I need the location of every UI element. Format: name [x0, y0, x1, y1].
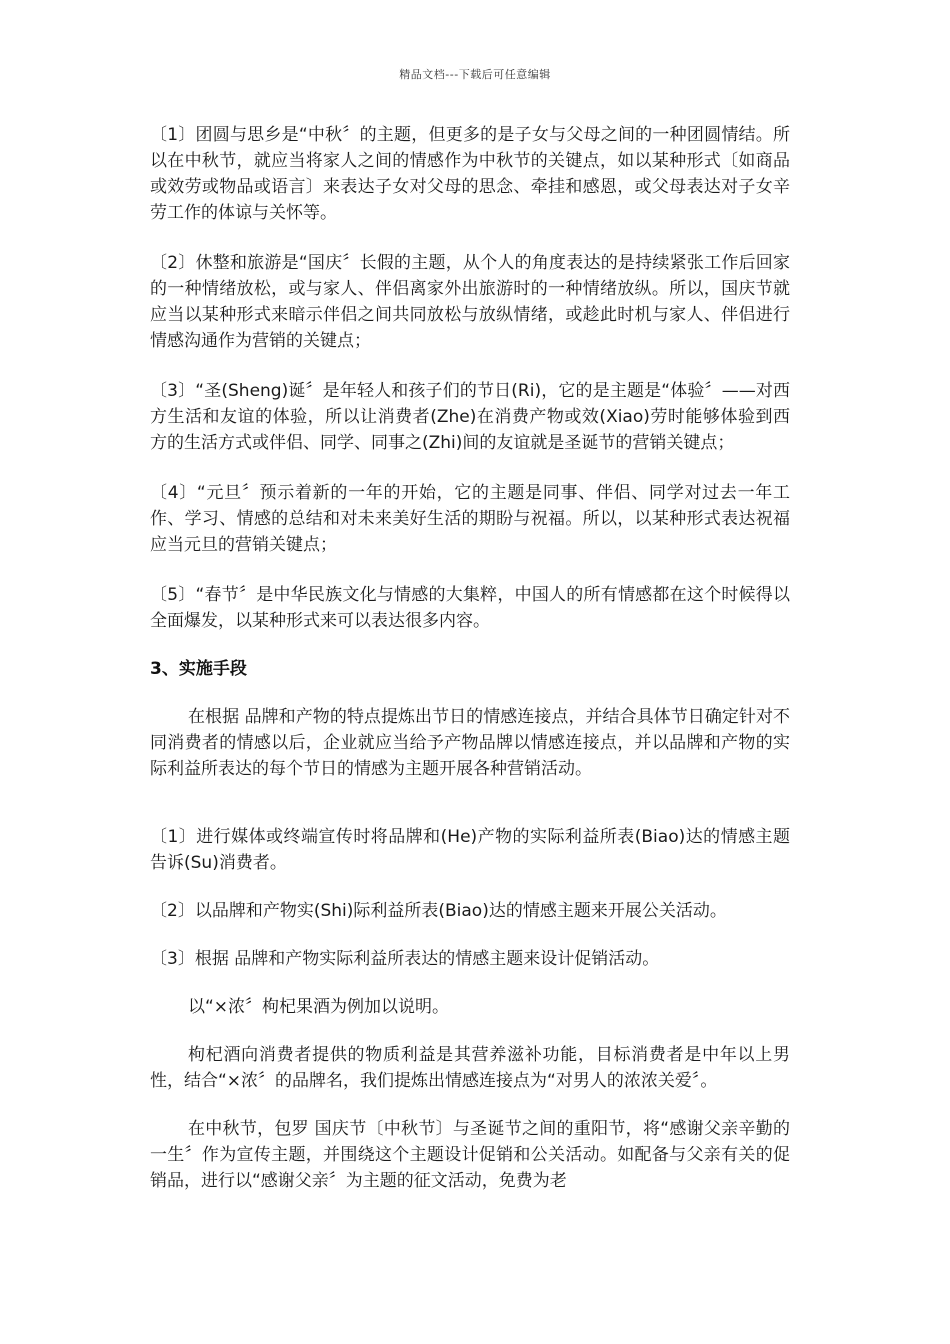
paragraph-implementation: 在根据 品牌和产物的特点提炼出节日的情感连接点，并结合具体节日确定针对不同消费者的情感以后，企业就应当给予产物品牌以情感连接点，并以品牌和产物的实际利益所表达的每个节日的情感为主题开展各种营销活动。	[150, 707, 790, 779]
paragraph-new-year: 〔4〕“元旦〞预示着新的一年的开始，它的主题是同事、伴侣、同学对过去一年工作、学习、情感的总结和对未来美好生活的期盼与祝福。所以，以某种形式表达祝福应当元旦的营销关键点；	[150, 483, 790, 555]
document-body	[150, 122, 790, 1194]
paragraph-example-intro: 以“×浓〞枸杞果酒为例加以说明。	[188, 997, 450, 1017]
paragraph-step-3: 〔3〕根据 品牌和产物实际利益所表达的情感主题来设计促销活动。	[150, 949, 660, 969]
paragraph-mid-autumn-campaign: 在中秋节，包罗 国庆节〔中秋节〕与圣诞节之间的重阳节，将“感谢父亲辛勤的一生〞作为宣传主题，并围绕这个主题设计促销和公关活动。如配备与父亲有关的促销品，进行以“感谢父亲〞为主题的征文活动，免费为老	[150, 1119, 790, 1191]
page-header: 精品文档---下载后可任意编辑	[399, 68, 551, 81]
section-heading-3: 3、实施手段	[150, 659, 247, 679]
paragraph-wolfberry-wine: 枸杞酒向消费者提供的物质利益是其营养滋补功能，目标消费者是中年以上男性，结合“×浓〞的品牌名，我们提炼出情感连接点为“对男人的浓浓关爱〞。	[150, 1045, 790, 1091]
paragraph-step-2: 〔2〕以品牌和产物实(Shi)际利益所表(Biao)达的情感主题来开展公关活动。	[150, 901, 727, 921]
paragraph-mid-autumn: 〔1〕团圆与思乡是“中秋〞的主题，但更多的是子女与父母之间的一种团圆情结。所以在中秋节，就应当将家人之间的情感作为中秋节的关键点，如以某种形式〔如商品或效劳或物品或语言〕来表达子女对父母的思念、牵挂和感恩，或父母表达对子女辛劳工作的体谅与关怀等。	[150, 125, 790, 223]
paragraph-national-day: 〔2〕休整和旅游是“国庆〞长假的主题，从个人的角度表达的是持续紧张工作后回家的一种情绪放松，或与家人、伴侣离家外出旅游时的一种情绪放纵。所以，国庆节就应当以某种形式来暗示伴侣之间共同放松与放纵情绪，或趁此时机与家人、伴侣进行情感沟通作为营销的关键点；	[150, 253, 790, 351]
paragraph-christmas: 〔3〕“圣(Sheng)诞〞是年轻人和孩子们的节日(Ri)，它的是主题是“体验〞——对西方生活和友谊的体验，所以让消费者(Zhe)在消费产物或效(Xiao)劳时能够体验到西方的生活方式或伴侣、同学、同事之(Zhi)间的友谊就是圣诞节的营销关键点；	[150, 381, 790, 453]
paragraph-spring-festival: 〔5〕“春节〞是中华民族文化与情感的大集粹，中国人的所有情感都在这个时候得以全面爆发，以某种形式来可以表达很多内容。	[150, 585, 790, 631]
paragraph-step-1: 〔1〕进行媒体或终端宣传时将品牌和(He)产物的实际利益所表(Biao)达的情感主题告诉(Su)消费者。	[150, 827, 790, 873]
